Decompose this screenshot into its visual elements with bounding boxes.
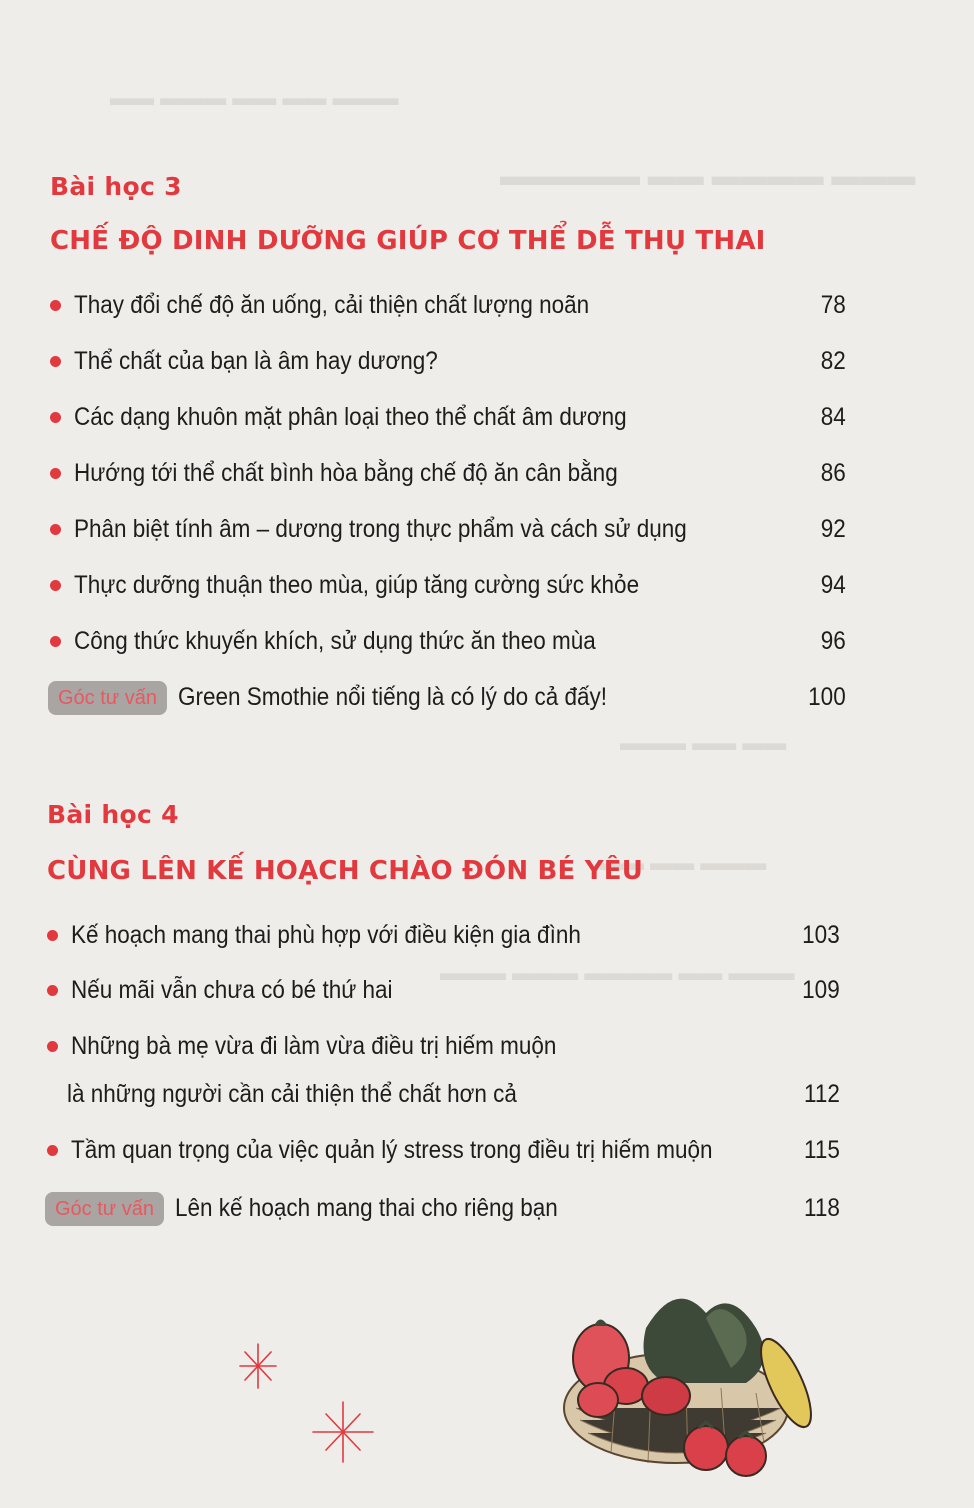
toc-entry[interactable] — [50, 622, 846, 660]
lesson-4-label: Bài học 4 — [47, 800, 179, 829]
toc-advice-entry[interactable] — [48, 678, 846, 716]
sparkle-star-icon — [310, 1400, 376, 1464]
entry-title: Thay đổi chế độ ăn uống, cải thiện chất lượng noãn — [74, 291, 590, 319]
advice-tag: Góc tư vấn — [48, 681, 167, 715]
entry-title: Thể chất của bạn là âm hay dương? — [74, 347, 438, 375]
entry-page-number: 112 — [804, 1080, 840, 1108]
entry-page-number: 78 — [820, 291, 846, 319]
show-through-shadow: ▬▬▬ ▬▬ ▬▬▬▬ ▬▬▬ ▬▬▬ — [440, 960, 795, 985]
entry-title: Lên kế hoạch mang thai cho riêng bạn — [175, 1194, 558, 1222]
bullet-icon — [47, 985, 58, 996]
entry-title: Tầm quan trọng của việc quản lý stress trong điều trị hiếm muộn — [71, 1136, 713, 1164]
entry-page-number: 103 — [802, 921, 840, 949]
toc-entry[interactable] — [50, 342, 846, 380]
show-through-shadow: ▬▬▬ ▬▬ ▬▬ — [600, 850, 767, 875]
entry-title: Những bà mẹ vừa đi làm vừa điều trị hiếm muộn — [71, 1032, 557, 1060]
bullet-icon — [50, 580, 61, 591]
entry-title: Các dạng khuôn mặt phân loại theo thể chất âm dương — [74, 403, 627, 431]
entry-page-number: 100 — [808, 683, 846, 711]
toc-entry[interactable] — [47, 971, 840, 1009]
entry-page-number: 115 — [804, 1136, 840, 1164]
entry-page-number: 92 — [820, 515, 846, 543]
bullet-icon — [50, 356, 61, 367]
toc-entry[interactable] — [50, 286, 846, 324]
bullet-icon — [50, 636, 61, 647]
entry-page-number: 86 — [820, 459, 846, 487]
bullet-icon — [50, 300, 61, 311]
toc-entry[interactable] — [50, 398, 846, 436]
toc-entry[interactable] — [50, 510, 846, 548]
entry-page-number: 94 — [820, 571, 846, 599]
sparkle-star-icon — [236, 1342, 280, 1390]
toc-entry[interactable] — [47, 1027, 840, 1117]
entry-title: Phân biệt tính âm – dương trong thực phẩm và cách sử dụng — [74, 515, 687, 543]
show-through-shadow: ▬▬ ▬▬ ▬▬▬ — [620, 730, 787, 755]
show-through-shadow: ▬▬▬ ▬▬ ▬▬ ▬▬▬ ▬▬ — [110, 85, 399, 110]
bullet-icon — [47, 1145, 58, 1156]
bullet-icon — [50, 412, 61, 423]
entry-title: Nếu mãi vẫn chưa có bé thứ hai — [71, 976, 393, 1004]
toc-entry[interactable] — [47, 1131, 840, 1169]
bullet-icon — [47, 1041, 58, 1052]
advice-tag: Góc tư vấn — [45, 1192, 164, 1226]
entry-title: Công thức khuyến khích, sử dụng thức ăn theo mùa — [74, 627, 596, 655]
toc-entry[interactable] — [50, 454, 846, 492]
bullet-icon — [47, 930, 58, 941]
entry-page-number: 82 — [820, 347, 846, 375]
entry-title: Kế hoạch mang thai phù hợp với điều kiện gia đình — [71, 921, 581, 949]
entry-title-continued: là những người cần cải thiện thể chất hơn cả — [67, 1080, 517, 1108]
bullet-icon — [50, 468, 61, 479]
toc-advice-entry[interactable] — [45, 1189, 840, 1227]
entry-title: Thực dưỡng thuận theo mùa, giúp tăng cường sức khỏe — [74, 571, 640, 599]
entry-page-number: 84 — [820, 403, 846, 431]
lesson-4-title: CÙNG LÊN KẾ HOẠCH CHÀO ĐÓN BÉ YÊU — [47, 856, 644, 886]
entry-title: Hướng tới thể chất bình hòa bằng chế độ ăn cân bằng — [74, 459, 618, 487]
entry-page-number: 118 — [804, 1194, 840, 1222]
lesson-3-label: Bài học 3 — [50, 172, 182, 201]
entry-title: Green Smothie nổi tiếng là có lý do cả đấy! — [178, 683, 608, 711]
show-through-shadow: ▬▬▬ ▬▬▬▬ ▬▬ ▬▬▬▬▬ — [500, 160, 916, 191]
lesson-3-title: CHẾ ĐỘ DINH DƯỠNG GIÚP CƠ THỂ DỄ THỤ THAI — [50, 226, 766, 256]
toc-entry[interactable] — [47, 916, 840, 954]
vegetable-basket-illustration — [556, 1268, 816, 1478]
bullet-icon — [50, 524, 61, 535]
entry-page-number: 109 — [802, 976, 840, 1004]
entry-page-number: 96 — [820, 627, 846, 655]
toc-entry[interactable] — [50, 566, 846, 604]
